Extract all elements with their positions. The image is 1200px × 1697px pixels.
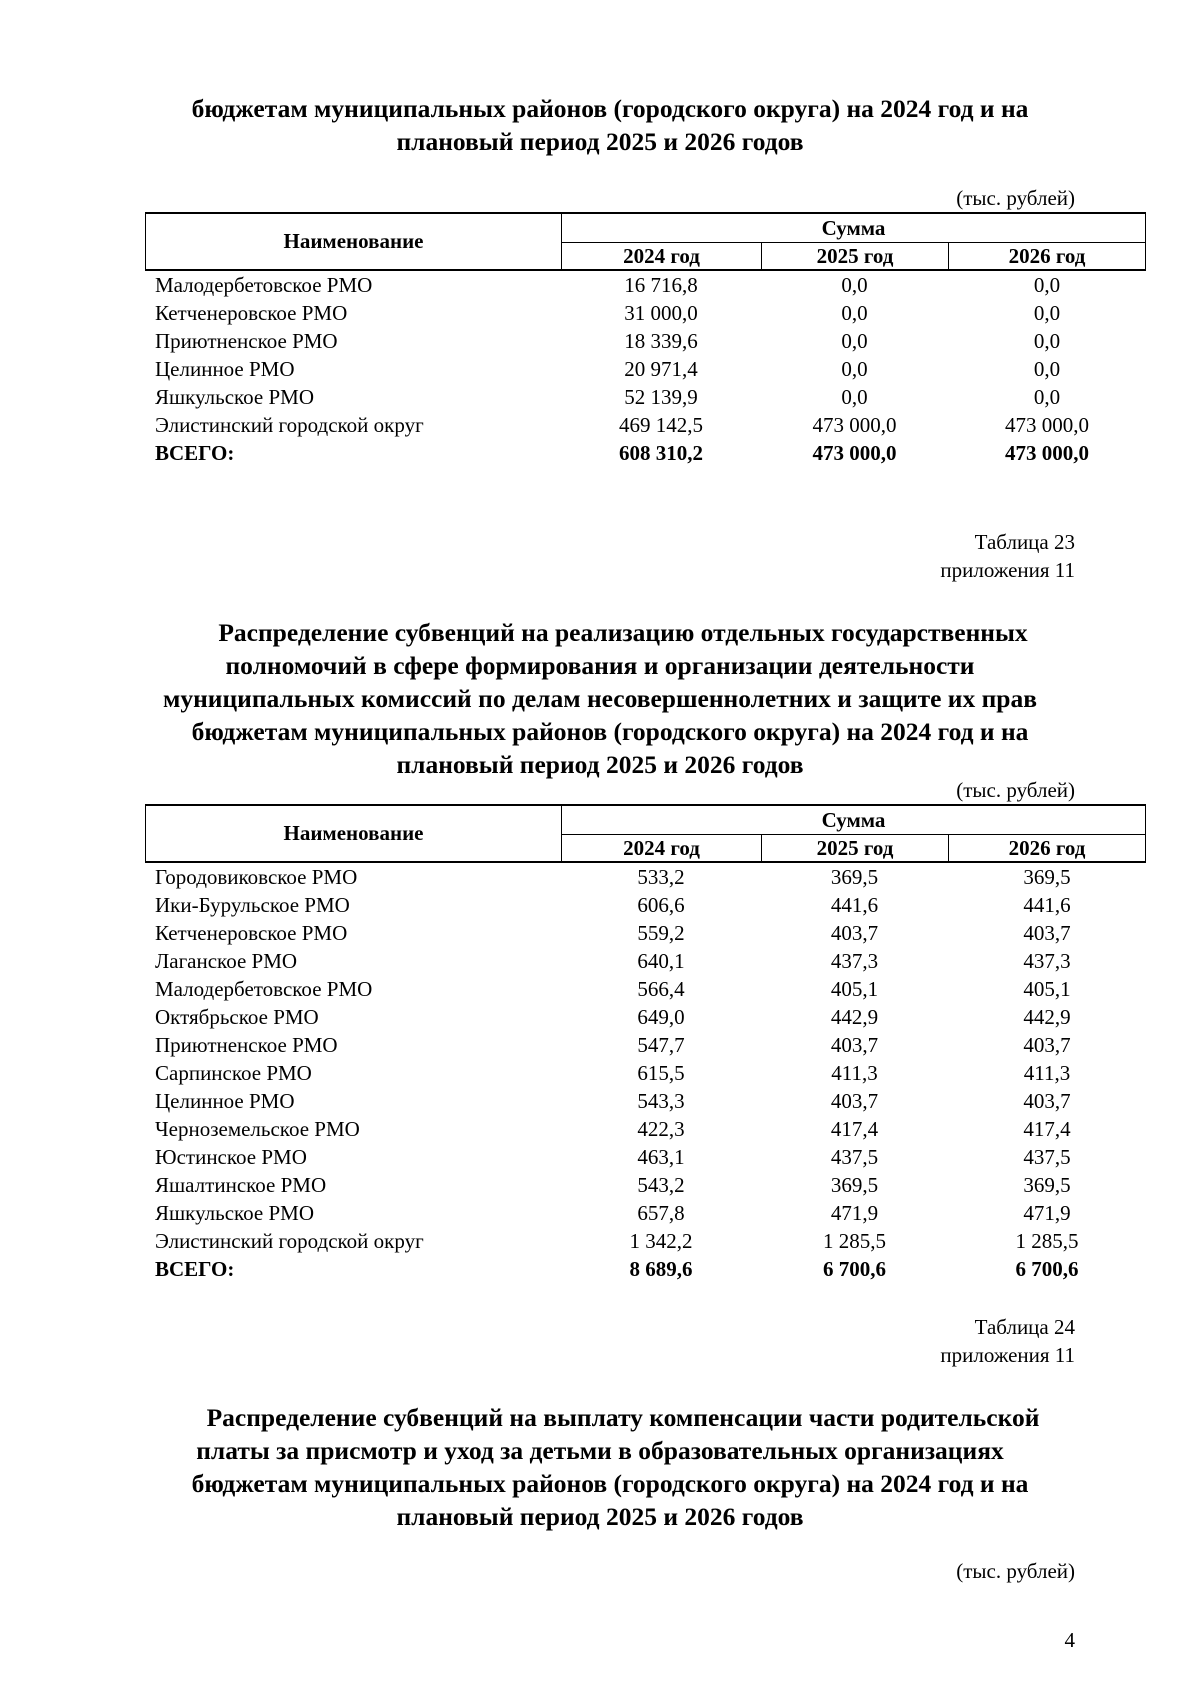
row-value-2024: 533,2: [637, 865, 685, 889]
section3-title-line: Распределение субвенций на выплату компенсации части родительской: [206, 1403, 1040, 1432]
section2-title: [0, 616, 1200, 781]
row-name: Приютненское РМО: [155, 1033, 338, 1057]
section3-table-label: Таблица 24: [974, 1315, 1075, 1339]
row-value-2026: 442,9: [1023, 1005, 1071, 1029]
section1-table-header: [145, 212, 1146, 271]
header-sum: Сумма: [562, 214, 1145, 243]
total-value-2026: 473 000,0: [1005, 441, 1089, 465]
row-value-2025: 0,0: [841, 385, 868, 409]
row-value-2025: 403,7: [830, 921, 879, 945]
row-name: Приютненское РМО: [155, 329, 338, 353]
row-value-2026: 403,7: [1023, 1089, 1071, 1113]
row-name: Яшкульское РМО: [155, 1201, 315, 1225]
row-value-2024: 566,4: [637, 977, 685, 1001]
table-row: [145, 327, 1146, 355]
row-name: Кетченеровское РМО: [155, 301, 348, 325]
row-value-2024: 615,5: [637, 1061, 685, 1085]
section2-title-line: бюджетам муниципальных районов (городского округа) на 2024 год и на: [191, 717, 1029, 746]
section2-title-line: муниципальных комиссий по делам несовершеннолетних и защите их прав: [162, 684, 1038, 713]
row-value-2024: 559,2: [637, 921, 685, 945]
header-name: Наименование: [146, 806, 562, 861]
section2-table-header: [145, 804, 1146, 863]
row-value-2025: 417,4: [830, 1117, 879, 1141]
row-name: Сарпинское РМО: [155, 1061, 312, 1085]
header-sum: Сумма: [562, 806, 1145, 835]
total-value-2025: 6 700,6: [823, 1257, 886, 1281]
row-name: Лаганское РМО: [155, 949, 298, 973]
row-value-2026: 0,0: [1033, 301, 1061, 325]
row-value-2025: 473 000,0: [812, 413, 897, 437]
total-value-2026: 6 700,6: [1015, 1257, 1079, 1281]
row-value-2024: 547,7: [637, 1033, 685, 1057]
row-value-2026: 369,5: [1023, 1173, 1071, 1197]
row-value-2024: 543,3: [637, 1089, 685, 1113]
total-label: ВСЕГО:: [155, 441, 235, 465]
row-value-2025: 437,3: [830, 949, 879, 973]
section1-title-line: плановый период 2025 и 2026 годов: [396, 127, 804, 156]
total-value-2025: 473 000,0: [812, 441, 897, 465]
row-value-2025: 0,0: [841, 273, 868, 297]
header-year-2025: 2025 год: [762, 243, 949, 269]
table-row: [145, 1003, 1146, 1031]
row-value-2024: 640,1: [637, 949, 685, 973]
section2-table-label: Таблица 23: [974, 530, 1075, 554]
row-value-2024: 31 000,0: [624, 301, 698, 325]
row-value-2026: 405,1: [1023, 977, 1071, 1001]
row-value-2026: 411,3: [1023, 1061, 1071, 1085]
row-value-2026: 437,3: [1023, 949, 1071, 973]
page-number: 4: [1064, 1628, 1075, 1652]
row-name: Целинное РМО: [155, 1089, 295, 1113]
section2-table-body: [145, 863, 1146, 1283]
section3-units: (тыс. рублей): [956, 1559, 1075, 1583]
row-value-2026: 403,7: [1023, 921, 1071, 945]
header-year-2024: 2024 год: [562, 835, 762, 861]
row-name: Октябрьское РМО: [155, 1005, 319, 1029]
table-row: [145, 975, 1146, 1003]
row-value-2025: 411,3: [831, 1061, 878, 1085]
row-value-2025: 369,5: [830, 865, 879, 889]
row-value-2024: 469 142,5: [619, 413, 703, 437]
table-row: [145, 919, 1146, 947]
row-name: Яшалтинское РМО: [155, 1173, 327, 1197]
table-row: [145, 271, 1146, 299]
row-value-2026: 0,0: [1033, 357, 1061, 381]
row-value-2025: 403,7: [830, 1089, 879, 1113]
table-row: [145, 947, 1146, 975]
section1-table-body: [145, 271, 1146, 467]
row-name: Черноземельское РМО: [155, 1117, 360, 1141]
table-row: [145, 383, 1146, 411]
row-value-2026: 471,9: [1023, 1201, 1071, 1225]
section3-title-line: платы за присмотр и уход за детьми в образовательных организациях: [196, 1436, 1004, 1465]
row-value-2026: 1 285,5: [1015, 1229, 1079, 1253]
section2-title-line: плановый период 2025 и 2026 годов: [396, 750, 804, 779]
table-row: [145, 1171, 1146, 1199]
section2-units: (тыс. рублей): [956, 778, 1075, 802]
row-value-2024: 20 971,4: [624, 357, 698, 381]
row-value-2024: 1 342,2: [629, 1229, 693, 1253]
row-value-2024: 657,8: [637, 1201, 685, 1225]
row-name: Ики-Бурульское РМО: [155, 893, 350, 917]
table-row: [145, 355, 1146, 383]
row-value-2026: 403,7: [1023, 1033, 1071, 1057]
row-value-2026: 417,4: [1023, 1117, 1071, 1141]
row-value-2025: 369,5: [830, 1173, 879, 1197]
header-year-2025: 2025 год: [762, 835, 949, 861]
row-value-2024: 16 716,8: [624, 273, 698, 297]
table-row: [145, 1059, 1146, 1087]
header-year-2026: 2026 год: [1008, 836, 1086, 860]
header-name: Наименование: [146, 214, 562, 269]
section3-title-line: плановый период 2025 и 2026 годов: [396, 1502, 804, 1531]
table-row: [145, 1031, 1146, 1059]
section1-units: (тыс. рублей): [956, 186, 1075, 210]
row-value-2026: 369,5: [1023, 865, 1071, 889]
row-name: Малодербетовское РМО: [155, 273, 373, 297]
row-value-2026: 0,0: [1033, 329, 1061, 353]
table-row: [145, 299, 1146, 327]
row-name: Элистинский городской округ: [155, 1229, 424, 1253]
table-total-row: [145, 439, 1146, 467]
row-value-2026: 441,6: [1023, 893, 1071, 917]
row-value-2024: 18 339,6: [624, 329, 698, 353]
row-name: Яшкульское РМО: [155, 385, 315, 409]
row-name: Юстинское РМО: [155, 1145, 307, 1169]
table-total-row: [145, 1255, 1146, 1283]
row-name: Кетченеровское РМО: [155, 921, 348, 945]
section3-appendix-label: приложения 11: [940, 1343, 1075, 1367]
row-value-2024: 422,3: [637, 1117, 685, 1141]
total-label: ВСЕГО:: [155, 1257, 235, 1281]
row-value-2025: 442,9: [830, 1005, 879, 1029]
table-row: [145, 1199, 1146, 1227]
row-value-2024: 606,6: [637, 893, 685, 917]
row-value-2026: 0,0: [1033, 273, 1061, 297]
total-value-2024: 8 689,6: [629, 1257, 693, 1281]
row-value-2026: 0,0: [1033, 385, 1061, 409]
row-name: Элистинский городской округ: [155, 413, 424, 437]
header-year-2024: 2024 год: [562, 243, 762, 269]
section2-appendix-label: приложения 11: [940, 558, 1075, 582]
total-value-2024: 608 310,2: [619, 441, 703, 465]
row-value-2026: 473 000,0: [1005, 413, 1089, 437]
row-value-2024: 649,0: [637, 1005, 685, 1029]
row-value-2025: 0,0: [841, 329, 868, 353]
table-row: [145, 863, 1146, 891]
header-year-2026: 2026 год: [1008, 244, 1086, 268]
row-name: Городовиковское РМО: [155, 865, 358, 889]
row-name: Малодербетовское РМО: [155, 977, 373, 1001]
row-value-2024: 463,1: [637, 1145, 685, 1169]
section3-title-line: бюджетам муниципальных районов (городского округа) на 2024 год и на: [191, 1469, 1029, 1498]
row-value-2025: 0,0: [841, 301, 868, 325]
table-row: [145, 1143, 1146, 1171]
section3-title: [0, 1401, 1200, 1533]
table-row: [145, 1087, 1146, 1115]
section2-title-line: полномочий в сфере формирования и организации деятельности: [225, 651, 975, 680]
row-value-2024: 52 139,9: [624, 385, 698, 409]
table-row: [145, 411, 1146, 439]
table-row: [145, 891, 1146, 919]
row-value-2024: 543,2: [637, 1173, 685, 1197]
row-value-2026: 437,5: [1023, 1145, 1071, 1169]
row-value-2025: 437,5: [830, 1145, 879, 1169]
row-name: Целинное РМО: [155, 357, 295, 381]
table-row: [145, 1115, 1146, 1143]
section1-title-line: бюджетам муниципальных районов (городского округа) на 2024 год и на: [191, 94, 1029, 123]
row-value-2025: 405,1: [830, 977, 879, 1001]
section1-title: [0, 92, 1200, 158]
row-value-2025: 441,6: [830, 893, 879, 917]
row-value-2025: 403,7: [830, 1033, 879, 1057]
row-value-2025: 1 285,5: [823, 1229, 886, 1253]
section2-title-line: Распределение субвенций на реализацию отдельных государственных: [218, 618, 1028, 647]
table-row: [145, 1227, 1146, 1255]
row-value-2025: 0,0: [841, 357, 868, 381]
row-value-2025: 471,9: [830, 1201, 879, 1225]
